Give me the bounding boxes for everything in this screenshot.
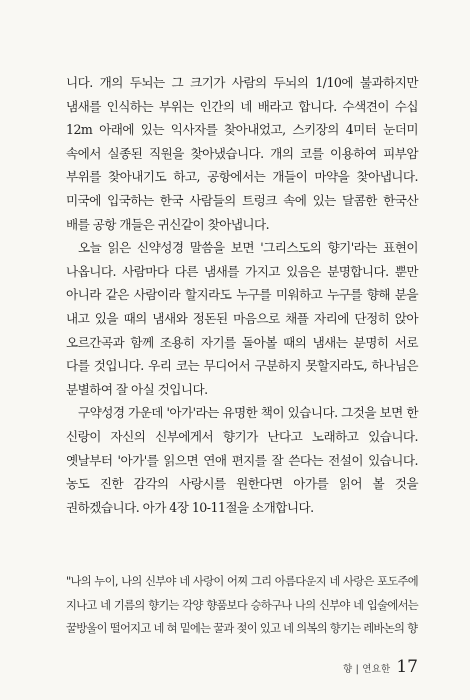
page-footer bbox=[343, 657, 418, 677]
scripture-quote: "나의 누이, 나의 신부야 네 사랑이 어찌 그리 아름다운지 네 사랑은 포도주에 지나고 네 기름의 향기는 각양 향품보다 승하구나 나의 신부야 네 입술에서는 꿀방울이 떨어지고 네 혀 밑에는 꿀과 젖이 있고 네 의복의 향기는 레바논의 향 bbox=[66, 575, 418, 636]
paragraph-song-of-songs: 구약성경 가운데 '아가'라는 유명한 책이 있습니다. 그것을 보면 한 신랑이 자신의 신부에게서 향기가 난다고 노래하고 있습니다. 옛날부터 '아가'를 읽으면 연애 편지를 잘 쓴다는 전설이 있습니다. 농도 진한 감각의 사랑시를 원한다면 아가를 읽어 볼 것을 권하겠습니다. 아가 4장 10-11절을 소개합니다. bbox=[66, 405, 418, 515]
paragraph-fragrance-of-christ: 오늘 읽은 신약성경 말씀을 보면 '그리스도의 향기'라는 표현이 나옵니다. 사람마다 다른 냄새를 가지고 있음은 분명합니다. 뿐만 아니라 같은 사람이라 할지라도 누구를 미워하고 누구를 향해 분을 내고 있을 때의 냄새와 정돈된 마음으로 채플 자리에 단정히 앉아 오르간곡과 함께 조용히 자기를 돌아볼 때의 냄새는 분명히 서로 다를 것입니다. 우리 코는 무디어서 구분하지 못할지라도, 하나님은 분별하여 잘 아실 것입니다. bbox=[66, 240, 418, 397]
paragraph-dog-smell: 니다. 개의 두뇌는 그 크기가 사람의 두뇌의 1/10에 불과하지만 냄새를 인식하는 부위는 인간의 네 배라고 합니다. 수색견이 수십 12m 아래에 있는 익사자를 찾아내었고, 스키장의 4미터 눈더미 속에서 실종된 직원을 찾아냈습니다. 개의 코를 이용하여 피부암 부위를 찾아내기도 하고, 공항에서는 개들이 마약을 찾아냅니다. 미국에 입국하는 한국 사람들의 트렁크 속에 있는 달콤한 한국산 배를 공항 개들은 귀신같이 찾아냅니다. bbox=[66, 75, 418, 232]
running-head: 향 | 연요한 bbox=[343, 664, 391, 675]
page-number: 17 bbox=[396, 657, 418, 677]
main-text bbox=[66, 71, 418, 519]
